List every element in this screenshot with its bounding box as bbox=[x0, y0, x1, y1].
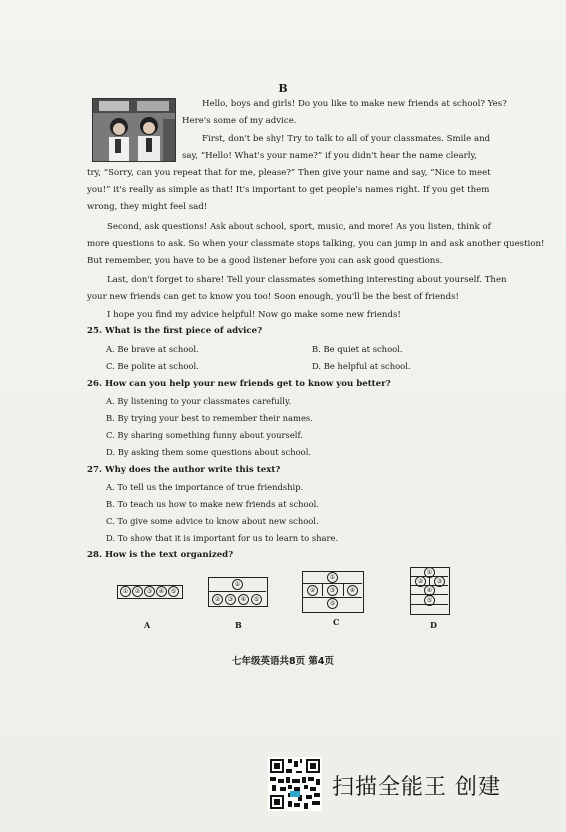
option-27-c[interactable]: C. To give some advice to know about new school. bbox=[106, 516, 319, 526]
option-25-a[interactable]: A. Be brave at school. bbox=[106, 344, 199, 354]
passage-line: you!” it's really as simple as that! It's important to get people's names right. If you get them bbox=[87, 185, 490, 195]
passage-line: But remember, you have to be a good listener before you can ask good questions. bbox=[87, 256, 443, 266]
question-27: 27. Why does the author write this text? bbox=[87, 465, 281, 475]
circle-3: ③ bbox=[434, 576, 445, 587]
passage-line: wrong, they might feel sad! bbox=[87, 202, 208, 212]
circle-4: ④ bbox=[156, 586, 167, 597]
circle-4: ④ bbox=[347, 585, 358, 596]
option-25-c[interactable]: C. Be polite at school. bbox=[106, 361, 199, 371]
diagram-a[interactable] bbox=[117, 585, 183, 599]
passage-line: First, don't be shy! Try to talk to all of your classmates. Smile and bbox=[202, 134, 491, 144]
circle-2: ② bbox=[132, 586, 143, 597]
diagram-b-label: B bbox=[235, 620, 242, 630]
circle-3: ③ bbox=[144, 586, 155, 597]
circle-3: ③ bbox=[327, 585, 338, 596]
option-27-a[interactable]: A. To tell us the importance of true friendship. bbox=[106, 482, 304, 492]
circle-1: ① bbox=[424, 567, 435, 578]
circle-1: ① bbox=[120, 586, 131, 597]
passage-line: more questions to ask. So when your classmate stops talking, you can jump in and ask another question! bbox=[87, 239, 545, 249]
option-27-b[interactable]: B. To teach us how to make new friends at school. bbox=[106, 499, 319, 509]
passage-line: Last, don't forget to share! Tell your classmates something interesting about yourself. Then bbox=[107, 275, 507, 285]
diagram-b[interactable] bbox=[208, 577, 268, 607]
circle-1: ① bbox=[327, 572, 338, 583]
passage-line: I hope you find my advice helpful! Now go make some new friends! bbox=[107, 310, 401, 320]
diagram-c[interactable] bbox=[302, 571, 364, 613]
passage-line: your new friends can get to know you too! Soon enough, you'll be the best of friends! bbox=[87, 292, 459, 302]
question-28: 28. How is the text organized? bbox=[87, 550, 234, 560]
diagram-a-label: A bbox=[144, 620, 151, 630]
circle-3: ③ bbox=[225, 594, 236, 605]
circle-5: ⑤ bbox=[251, 594, 262, 605]
diagram-d[interactable] bbox=[410, 567, 450, 615]
section-letter: B bbox=[278, 82, 288, 95]
circle-4: ④ bbox=[238, 594, 249, 605]
option-25-d[interactable]: D. Be helpful at school. bbox=[312, 361, 411, 371]
option-26-a[interactable]: A. By listening to your classmates carefully. bbox=[106, 396, 292, 406]
page-footer: 七年级英语共8页 第4页 bbox=[231, 656, 335, 667]
circle-2: ② bbox=[307, 585, 318, 596]
passage-photo bbox=[92, 98, 176, 162]
option-26-b[interactable]: B. By trying your best to remember their names. bbox=[106, 413, 313, 423]
scanner-brand-watermark: 扫描全能王 创建 bbox=[332, 775, 501, 800]
option-26-c[interactable]: C. By sharing something funny about yourself. bbox=[106, 430, 303, 440]
option-25-b[interactable]: B. Be quiet at school. bbox=[312, 344, 403, 354]
passage-line: Second, ask questions! Ask about school, sport, music, and more! As you listen, think of bbox=[107, 222, 491, 232]
diagram-c-label: C bbox=[333, 617, 340, 627]
circle-2: ② bbox=[415, 576, 426, 587]
circle-5: ⑤ bbox=[327, 598, 338, 609]
passage-line: say, “Hello! What's your name?” if you didn't hear the name clearly, bbox=[182, 151, 477, 161]
option-27-d[interactable]: D. To show that it is important for us to learn to share. bbox=[106, 533, 339, 543]
circle-4: ④ bbox=[424, 585, 435, 596]
diagram-d-label: D bbox=[430, 620, 437, 630]
passage-line: try, “Sorry, can you repeat that for me, please?” Then give your name and say, “Nice to meet bbox=[87, 168, 491, 178]
circle-5: ⑤ bbox=[168, 586, 179, 597]
option-26-d[interactable]: D. By asking them some questions about school. bbox=[106, 447, 312, 457]
passage-line: Here's some of my advice. bbox=[182, 116, 297, 126]
question-25: 25. What is the first piece of advice? bbox=[87, 326, 263, 336]
question-26: 26. How can you help your new friends get to know you better? bbox=[87, 379, 391, 389]
circle-5: ⑤ bbox=[424, 595, 435, 606]
passage-line: Hello, boys and girls! Do you like to make new friends at school? Yes? bbox=[202, 99, 507, 109]
circle-1: ① bbox=[232, 579, 243, 590]
qr-code-icon bbox=[268, 757, 322, 811]
circle-2: ② bbox=[212, 594, 223, 605]
